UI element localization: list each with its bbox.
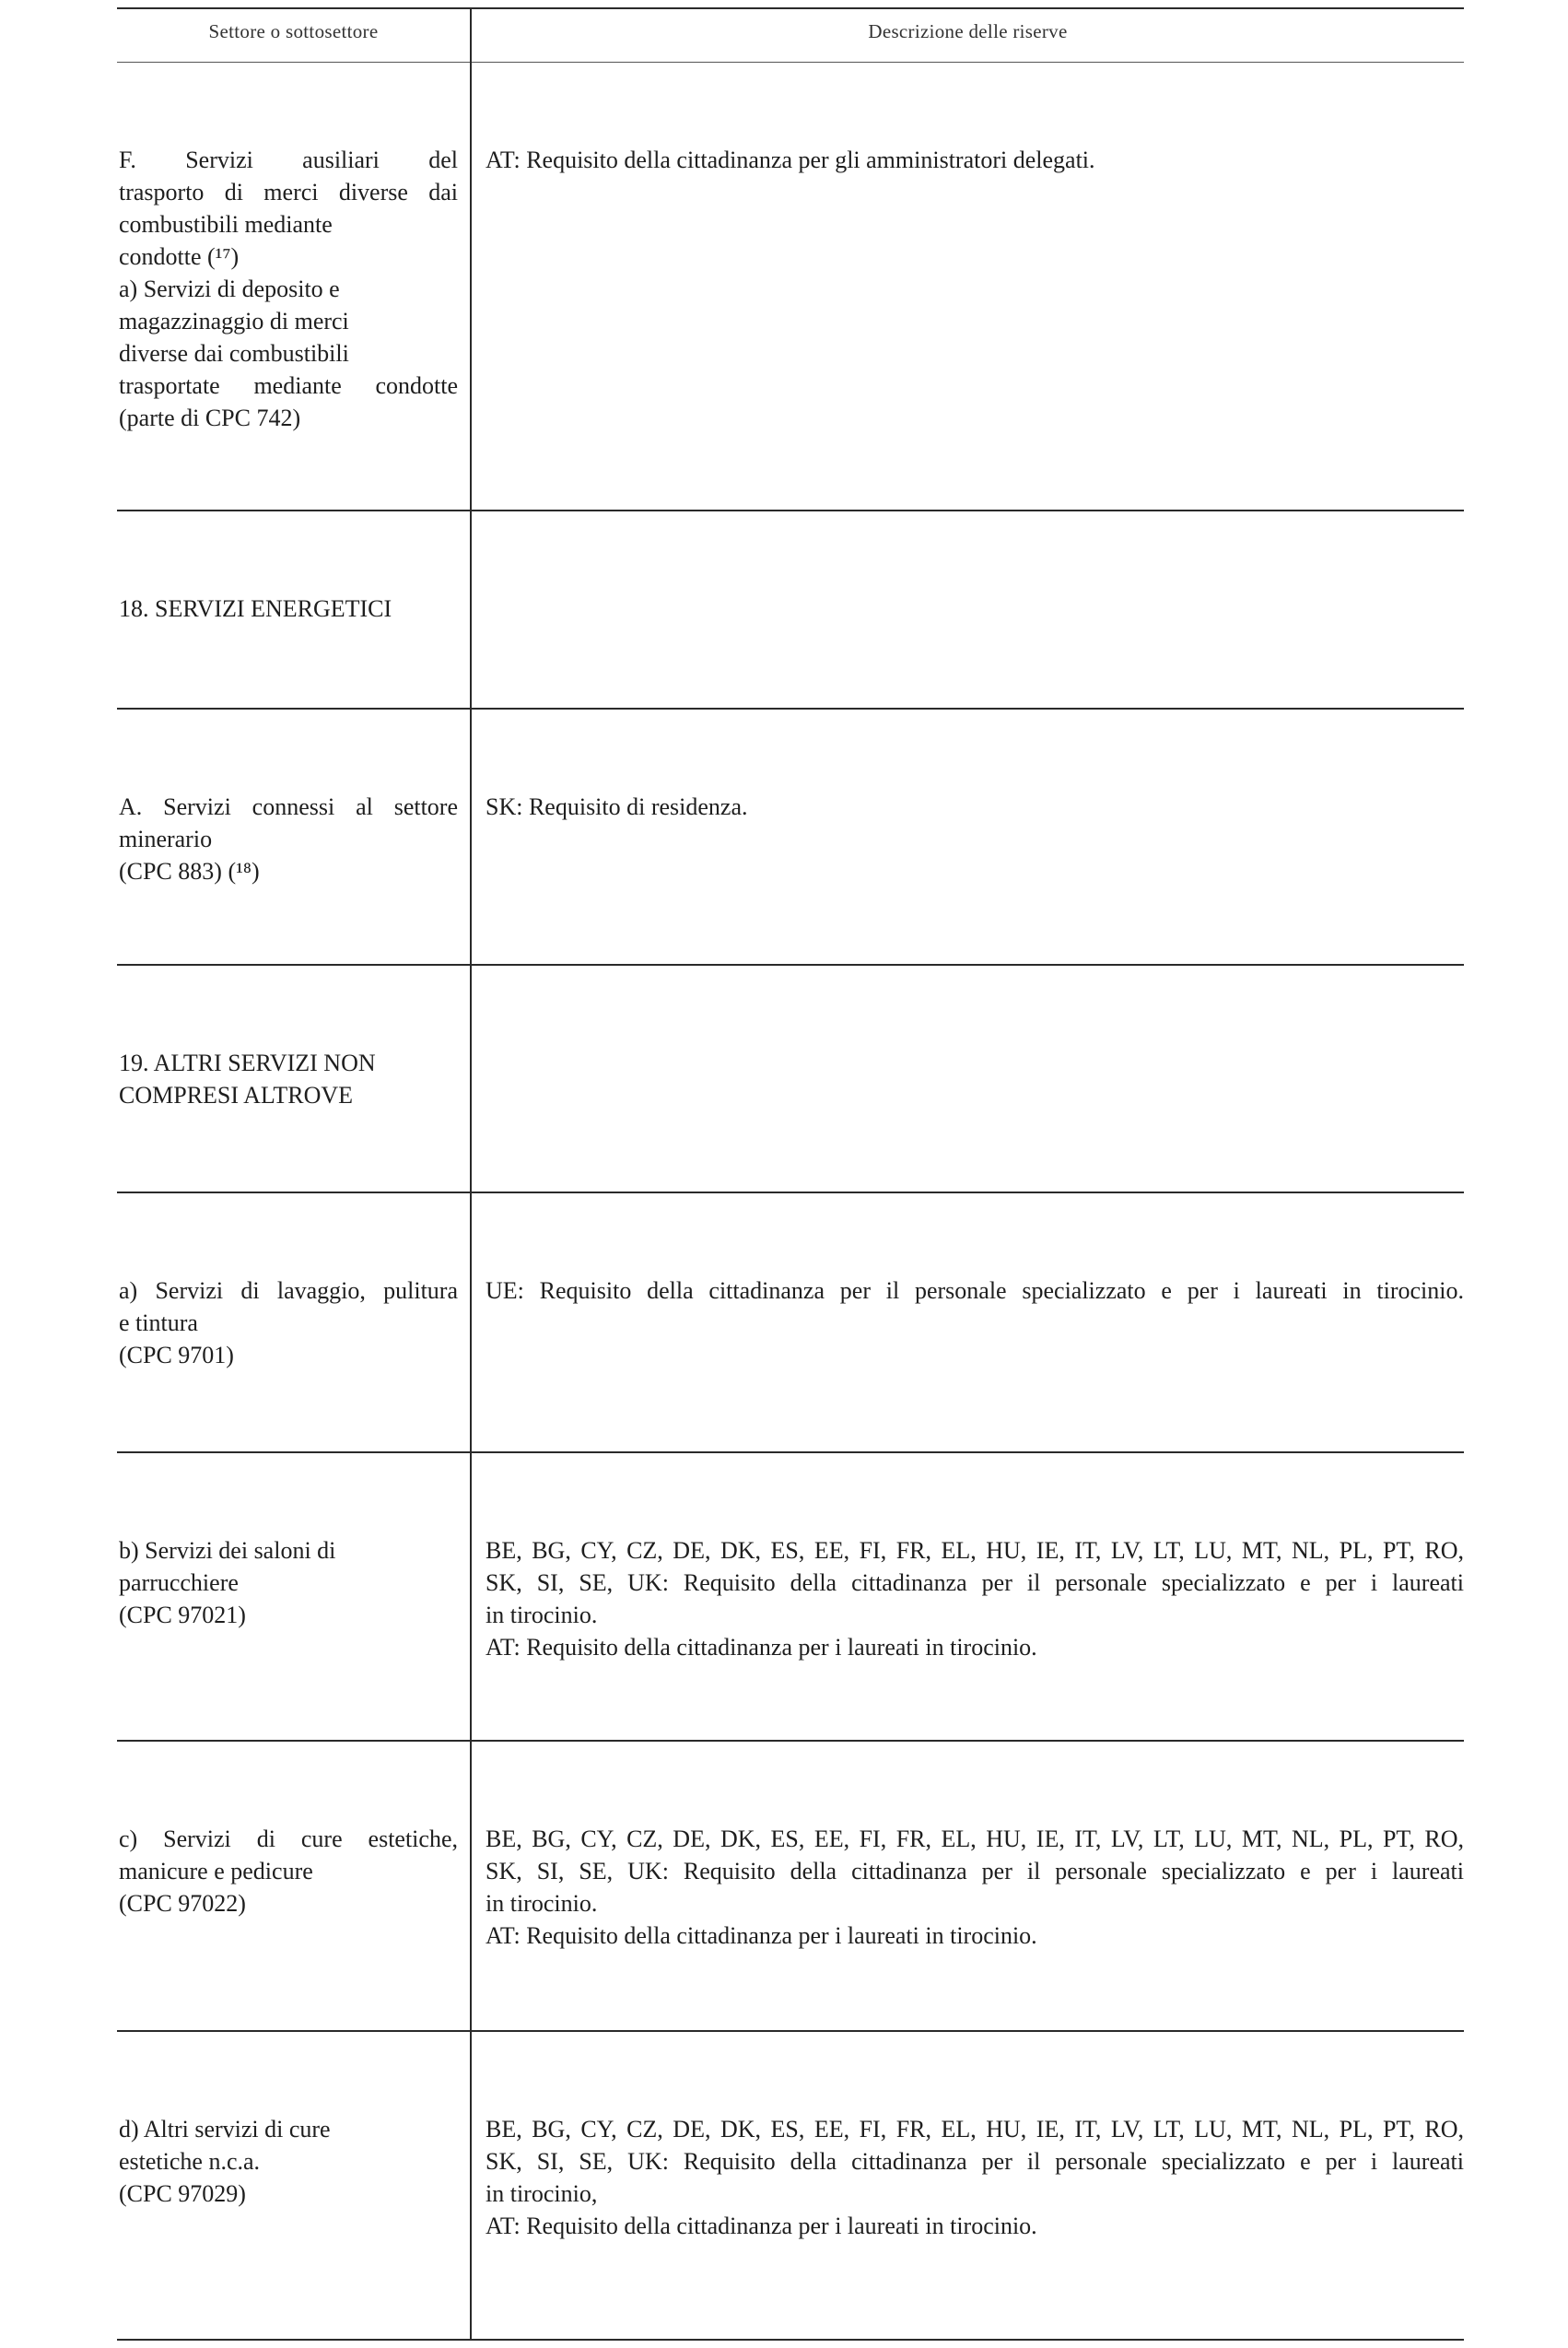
sector-cell xyxy=(119,1534,458,1631)
sector-line: A. Servizi connessi al settore xyxy=(119,793,458,820)
sector-cell xyxy=(119,1274,458,1371)
sector-line: (parte di CPC 742) xyxy=(119,405,301,431)
sector-line: 18. SERVIZI ENERGETICI xyxy=(119,595,392,622)
sector-line: minerario xyxy=(119,826,213,852)
description-cell xyxy=(486,1274,1464,1307)
sector-line: F. Servizi ausiliari del xyxy=(119,147,458,173)
table-top-border xyxy=(117,7,1464,9)
description-line: in tirocinio. xyxy=(486,1890,598,1917)
table-bottom-border xyxy=(117,2339,1464,2341)
sector-line: e tintura xyxy=(119,1309,198,1336)
description-line: SK, SI, SE, UK: Requisito della cittadinanza per il personale specializzato e per i laureati xyxy=(486,2148,1464,2175)
sector-line: c) Servizi di cure estetiche, xyxy=(119,1826,458,1852)
sector-line: manicure e pedicure xyxy=(119,1858,313,1884)
sector-line: COMPRESI ALTROVE xyxy=(119,1082,354,1109)
description-line: BE, BG, CY, CZ, DE, DK, ES, EE, FI, FR, EL, HU, IE, IT, LV, LT, LU, MT, NL, PL, PT, RO, xyxy=(486,2116,1464,2143)
row-divider xyxy=(117,1740,1464,1742)
sector-line: trasporto di merci diverse dai xyxy=(119,179,458,205)
sector-line: 19. ALTRI SERVIZI NON xyxy=(119,1050,376,1076)
description-line: SK: Requisito di residenza. xyxy=(486,793,748,820)
description-cell xyxy=(486,791,1464,823)
description-line: in tirocinio, xyxy=(486,2180,598,2207)
sector-cell xyxy=(119,2113,458,2210)
row-divider xyxy=(117,510,1464,511)
row-divider xyxy=(117,708,1464,710)
row-divider xyxy=(117,1192,1464,1193)
sector-line: (CPC 97021) xyxy=(119,1602,246,1628)
column-header-description: Descrizione delle riserve xyxy=(868,20,1068,42)
sector-cell xyxy=(119,144,458,434)
description-cell xyxy=(486,1534,1464,1663)
sector-line: (CPC 9701) xyxy=(119,1342,234,1368)
row-divider xyxy=(117,1451,1464,1453)
description-cell xyxy=(486,2113,1464,2242)
description-line: AT: Requisito della cittadinanza per i laureati in tirocinio. xyxy=(486,2213,1037,2239)
row-divider xyxy=(117,964,1464,966)
description-line: BE, BG, CY, CZ, DE, DK, ES, EE, FI, FR, EL, HU, IE, IT, LV, LT, LU, MT, NL, PL, PT, RO, xyxy=(486,1537,1464,1564)
description-line: AT: Requisito della cittadinanza per i laureati in tirocinio. xyxy=(486,1634,1037,1661)
sector-line: trasportate mediante condotte xyxy=(119,372,458,399)
column-header-sector: Settore o sottosettore xyxy=(208,20,379,42)
sector-line: a) Servizi di lavaggio, pulitura xyxy=(119,1277,458,1304)
sector-line: parrucchiere xyxy=(119,1569,239,1596)
section-heading xyxy=(119,593,458,625)
header-bottom-border xyxy=(117,62,1464,63)
sector-line: diverse dai combustibili xyxy=(119,340,349,367)
description-line: AT: Requisito della cittadinanza per i laureati in tirocinio. xyxy=(486,1922,1037,1949)
description-line: BE, BG, CY, CZ, DE, DK, ES, EE, FI, FR, EL, HU, IE, IT, LV, LT, LU, MT, NL, PL, PT, RO, xyxy=(486,1826,1464,1852)
sector-line: (CPC 97022) xyxy=(119,1890,246,1917)
description-line: AT: Requisito della cittadinanza per gli amministratori delegati. xyxy=(486,147,1095,173)
sector-line: magazzinaggio di merci xyxy=(119,308,349,335)
sector-line: (CPC 97029) xyxy=(119,2180,246,2207)
sector-line: combustibili mediante xyxy=(119,211,333,238)
description-line: SK, SI, SE, UK: Requisito della cittadinanza per il personale specializzato e per i laureati xyxy=(486,1858,1464,1884)
section-heading xyxy=(119,1047,458,1111)
column-divider xyxy=(470,7,472,2341)
sector-line: estetiche n.c.a. xyxy=(119,2148,261,2175)
sector-line: condotte (¹⁷) xyxy=(119,243,240,270)
sector-line: a) Servizi di deposito e xyxy=(119,276,340,302)
sector-line: b) Servizi dei saloni di xyxy=(119,1537,336,1564)
sector-line: d) Altri servizi di cure xyxy=(119,2116,331,2143)
sector-cell xyxy=(119,1823,458,1919)
sector-line: (CPC 883) (¹⁸) xyxy=(119,858,260,885)
description-line: in tirocinio. xyxy=(486,1602,598,1628)
description-cell xyxy=(486,1823,1464,1952)
sector-cell xyxy=(119,791,458,887)
row-divider xyxy=(117,2030,1464,2032)
description-line: SK, SI, SE, UK: Requisito della cittadinanza per il personale specializzato e per i laureati xyxy=(486,1569,1464,1596)
description-line: UE: Requisito della cittadinanza per il personale specializzato e per i laureati in tirocinio. xyxy=(486,1277,1464,1304)
description-cell xyxy=(486,144,1464,176)
reservations-table xyxy=(117,0,1464,2348)
